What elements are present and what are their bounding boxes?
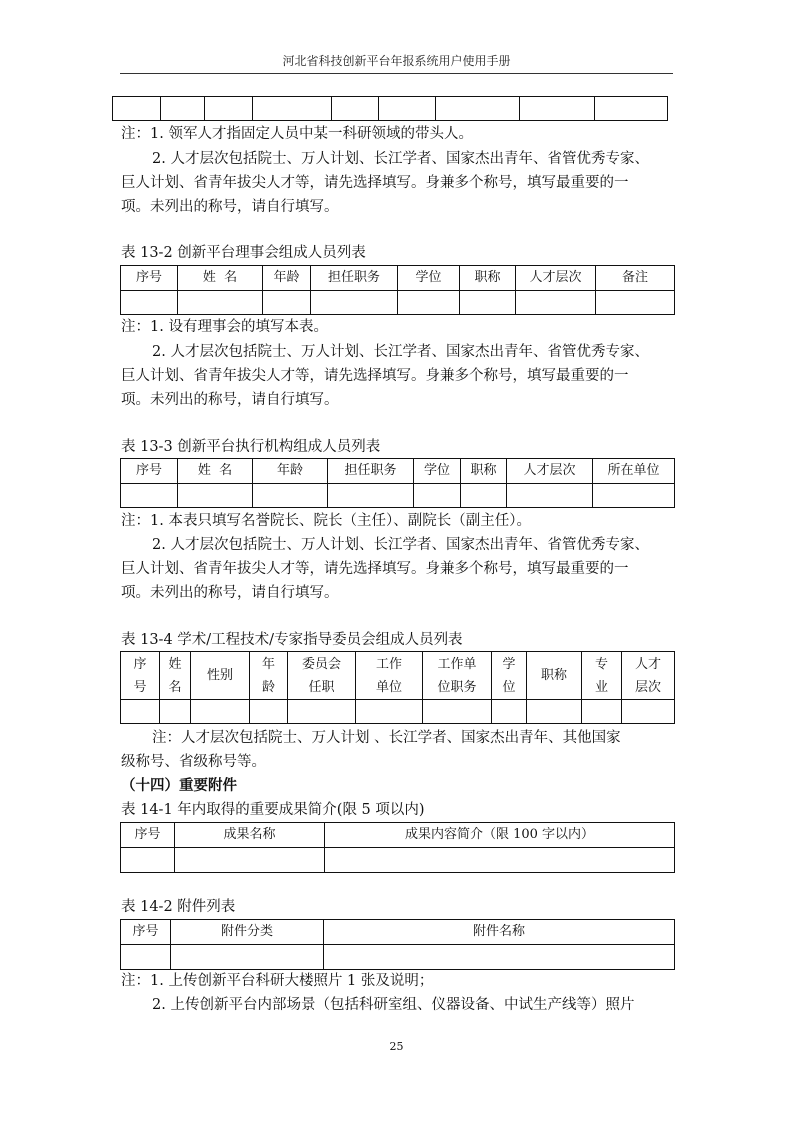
empty-cell[interactable]	[121, 945, 171, 970]
empty-cell[interactable]	[582, 700, 622, 724]
col-header: 委员会 任职	[288, 652, 356, 700]
empty-cell[interactable]	[593, 484, 675, 508]
col-header: 年 龄	[250, 652, 288, 700]
col-header: 序号	[121, 459, 178, 484]
empty-cell[interactable]	[178, 291, 263, 315]
top-table-fragment	[112, 96, 668, 121]
empty-cell[interactable]	[516, 291, 596, 315]
note-line: 注：1. 设有理事会的填写本表。	[121, 319, 328, 335]
col-header: 人才层次	[516, 266, 596, 291]
col-header: 序号	[121, 266, 178, 291]
section-14-title: （十四）重要附件	[121, 777, 237, 794]
col-header: 职称	[461, 459, 507, 484]
empty-cell[interactable]	[121, 291, 178, 315]
table-14-1-caption: 表 14-1 年内取得的重要成果简介(限 5 项以内)	[121, 802, 425, 818]
col-header: 担任职务	[311, 266, 398, 291]
empty-cell[interactable]	[253, 97, 332, 121]
col-header: 年龄	[253, 459, 328, 484]
empty-cell[interactable]	[205, 97, 253, 121]
note-line: 2. 人才层次包括院士、万人计划、长江学者、国家杰出青年、省管优秀专家、	[152, 537, 649, 553]
empty-cell[interactable]	[356, 700, 423, 724]
empty-cell[interactable]	[178, 484, 253, 508]
empty-cell[interactable]	[595, 97, 668, 121]
table-13-3-caption: 表 13-3 创新平台执行机构组成人员列表	[121, 439, 381, 455]
col-header: 专 业	[582, 652, 622, 700]
empty-cell[interactable]	[436, 97, 520, 121]
empty-cell[interactable]	[121, 700, 160, 724]
empty-cell[interactable]	[414, 484, 461, 508]
empty-cell[interactable]	[191, 700, 250, 724]
col-header: 工作 单位	[356, 652, 423, 700]
note-line: 注：人才层次包括院士、万人计划 、长江学者、国家杰出青年、其他国家	[152, 730, 621, 746]
col-header: 成果内容简介（限 100 字以内）	[325, 823, 675, 848]
note-line: 注：1. 本表只填写名誉院长、院长（主任）、副院长（副主任）。	[121, 513, 531, 529]
col-header: 序号	[121, 920, 171, 945]
page-header: 河北省科技创新平台年报系统用户使用手册	[282, 54, 511, 68]
table-13-2	[120, 265, 675, 315]
empty-cell[interactable]	[379, 97, 436, 121]
col-header: 成果名称	[175, 823, 325, 848]
note-line: 注：1. 领军人才指固定人员中某一科研领域的带头人。	[121, 126, 473, 142]
col-header: 人才层次	[507, 459, 593, 484]
empty-cell[interactable]	[332, 97, 379, 121]
col-header: 附件分类	[171, 920, 324, 945]
table-14-2	[120, 919, 675, 970]
col-header: 姓 名	[178, 266, 263, 291]
note-line: 巨人计划、省青年拔尖人才等，请先选择填写。身兼多个称号，填写最重要的一	[121, 175, 629, 191]
table-13-4-caption: 表 13-4 学术/工程技术/专家指导委员会组成人员列表	[121, 632, 463, 648]
empty-cell[interactable]	[398, 291, 460, 315]
empty-cell[interactable]	[288, 700, 356, 724]
empty-cell[interactable]	[171, 945, 324, 970]
col-header: 学位	[398, 266, 460, 291]
col-header: 序 号	[121, 652, 160, 700]
col-header: 所在单位	[593, 459, 675, 484]
col-header: 附件名称	[324, 920, 675, 945]
table-13-4	[120, 651, 675, 724]
empty-cell[interactable]	[596, 291, 675, 315]
col-header: 职称	[527, 652, 582, 700]
note-line: 2. 上传创新平台内部场景（包括科研室组、仪器设备、中试生产线等）照片	[152, 997, 635, 1013]
note-line: 2. 人才层次包括院士、万人计划、长江学者、国家杰出青年、省管优秀专家、	[152, 151, 649, 167]
note-line: 2. 人才层次包括院士、万人计划、长江学者、国家杰出青年、省管优秀专家、	[152, 344, 649, 360]
empty-cell[interactable]	[520, 97, 595, 121]
col-header: 年龄	[263, 266, 311, 291]
empty-cell[interactable]	[324, 945, 675, 970]
col-header: 担任职务	[328, 459, 414, 484]
empty-cell[interactable]	[161, 97, 205, 121]
empty-cell[interactable]	[622, 700, 675, 724]
header-divider	[120, 73, 673, 74]
empty-cell[interactable]	[113, 97, 161, 121]
empty-cell[interactable]	[461, 484, 507, 508]
note-line: 注：1. 上传创新平台科研大楼照片 1 张及说明；	[121, 973, 434, 989]
empty-cell[interactable]	[328, 484, 414, 508]
col-header: 学 位	[492, 652, 527, 700]
col-header: 工作单 位职务	[423, 652, 492, 700]
col-header: 姓 名	[160, 652, 191, 700]
empty-cell[interactable]	[250, 700, 288, 724]
page-number: 25	[389, 1040, 404, 1053]
empty-cell[interactable]	[423, 700, 492, 724]
empty-cell[interactable]	[263, 291, 311, 315]
col-header: 姓 名	[178, 459, 253, 484]
empty-cell[interactable]	[175, 848, 325, 873]
note-line: 巨人计划、省青年拔尖人才等，请先选择填写。身兼多个称号，填写最重要的一	[121, 368, 629, 384]
col-header: 人才 层次	[622, 652, 675, 700]
empty-cell[interactable]	[527, 700, 582, 724]
note-line: 项。未列出的称号，请自行填写。	[121, 392, 339, 408]
table-13-2-caption: 表 13-2 创新平台理事会组成人员列表	[121, 245, 366, 261]
empty-cell[interactable]	[325, 848, 675, 873]
empty-cell[interactable]	[492, 700, 527, 724]
table-14-1	[120, 822, 675, 873]
empty-cell[interactable]	[121, 848, 175, 873]
empty-cell[interactable]	[160, 700, 191, 724]
col-header: 序号	[121, 823, 175, 848]
note-line: 项。未列出的称号，请自行填写。	[121, 585, 339, 601]
note-line: 项。未列出的称号，请自行填写。	[121, 199, 339, 215]
table-14-2-caption: 表 14-2 附件列表	[121, 899, 236, 915]
empty-cell[interactable]	[507, 484, 593, 508]
note-line: 级称号、省级称号等。	[121, 754, 266, 770]
note-line: 巨人计划、省青年拔尖人才等，请先选择填写。身兼多个称号，填写最重要的一	[121, 561, 629, 577]
table-13-3	[120, 458, 675, 508]
empty-cell[interactable]	[121, 484, 178, 508]
empty-cell[interactable]	[253, 484, 328, 508]
empty-cell[interactable]	[460, 291, 516, 315]
col-header: 职称	[460, 266, 516, 291]
col-header: 备注	[596, 266, 675, 291]
col-header: 学位	[414, 459, 461, 484]
col-header: 性别	[191, 652, 250, 700]
empty-cell[interactable]	[311, 291, 398, 315]
